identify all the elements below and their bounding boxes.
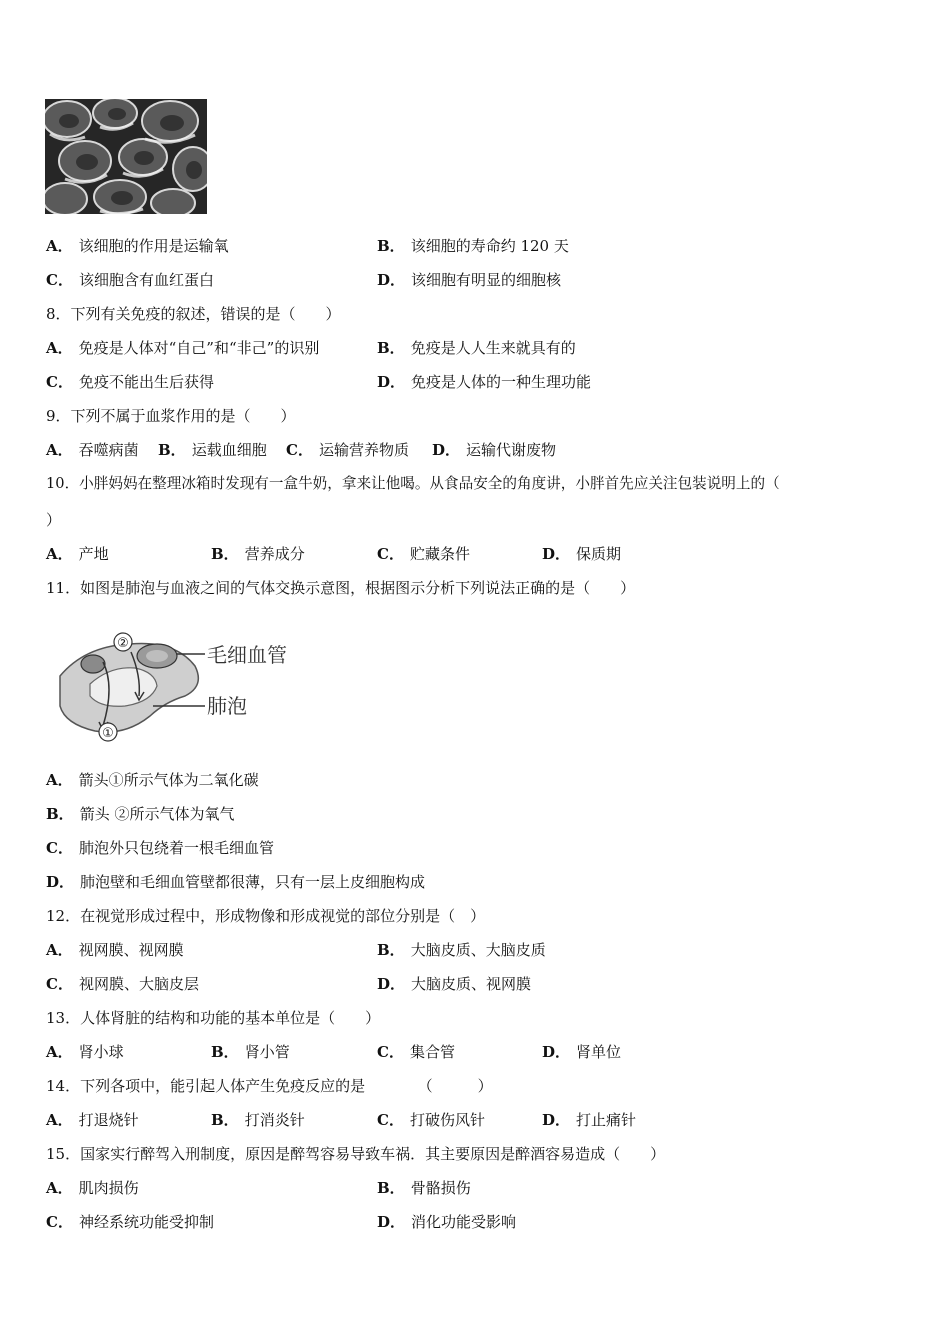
q8-option-c[interactable]: C． 免疫不能出生后获得 <box>46 373 214 391</box>
q14-option-d[interactable]: D． 打止痛针 <box>542 1111 637 1129</box>
q13-option-d[interactable]: D． 肾单位 <box>542 1043 622 1061</box>
q12-option-b[interactable]: B． 大脑皮质、大脑皮质 <box>377 941 546 959</box>
q7-option-c[interactable]: C． 该细胞含有血红蛋白 <box>46 271 214 289</box>
q12-option-c[interactable]: C． 视网膜、大脑皮层 <box>46 975 199 993</box>
q13-option-b[interactable]: B． 肾小管 <box>211 1043 290 1061</box>
q13-stem: 13．人体肾脏的结构和功能的基本单位是（ ） <box>46 1009 381 1027</box>
q14-option-b[interactable]: B． 打消炎针 <box>211 1111 305 1129</box>
q11-option-a[interactable]: A． 箭头①所示气体为二氧化碳 <box>46 771 259 789</box>
q10-option-d[interactable]: D． 保质期 <box>542 545 622 563</box>
q10-option-c[interactable]: C． 贮藏条件 <box>377 545 470 563</box>
q8-option-b[interactable]: B． 免疫是人人生来就具有的 <box>377 339 576 357</box>
q9-option-b[interactable]: B． 运载血细胞 <box>158 441 267 459</box>
q9-option-a[interactable]: A． 吞噬病菌 <box>46 441 139 459</box>
q12-option-d[interactable]: D． 大脑皮质、视网膜 <box>377 975 532 993</box>
q11-option-b[interactable]: B． 箭头 ②所示气体为氧气 <box>46 805 235 823</box>
q14-option-c[interactable]: C． 打破伤风针 <box>377 1111 485 1129</box>
q9-stem: 9．下列不属于血浆作用的是（ ） <box>46 407 296 425</box>
q14-option-a[interactable]: A． 打退烧针 <box>46 1111 139 1129</box>
marker-2: ② <box>117 636 129 651</box>
red-blood-cell-micrograph <box>45 99 207 214</box>
q13-option-c[interactable]: C． 集合管 <box>377 1043 455 1061</box>
q15-option-c[interactable]: C． 神经系统功能受抑制 <box>46 1213 214 1231</box>
marker-1: ① <box>102 726 114 741</box>
q11-option-d[interactable]: D． 肺泡壁和毛细血管壁都很薄，只有一层上皮细胞构成 <box>46 873 426 891</box>
alveolus-label: 肺泡 <box>207 694 247 718</box>
q8-option-a[interactable]: A． 免疫是人体对“自己”和“非己”的识别 <box>46 339 320 357</box>
q14-stem: 14．下列各项中，能引起人体产生免疫反应的是 （ ） <box>46 1077 493 1095</box>
q15-option-a[interactable]: A． 肌肉损伤 <box>46 1179 139 1197</box>
q7-option-d[interactable]: D． 该细胞有明显的细胞核 <box>377 271 562 289</box>
q15-option-d[interactable]: D． 消化功能受影响 <box>377 1213 517 1231</box>
alveolus-gas-exchange-diagram <box>55 626 315 748</box>
q8-stem: 8．下列有关免疫的叙述，错误的是（ ） <box>46 305 341 323</box>
q9-option-c[interactable]: C． 运输营养物质 <box>286 441 409 459</box>
q12-option-a[interactable]: A． 视网膜、视网膜 <box>46 941 184 959</box>
q11-option-c[interactable]: C． 肺泡外只包绕着一根毛细血管 <box>46 839 274 857</box>
q11-stem: 11．如图是肺泡与血液之间的气体交换示意图，根据图示分析下列说法正确的是（ ） <box>46 579 636 597</box>
q7-option-b[interactable]: B． 该细胞的寿命约 120 天 <box>377 237 569 255</box>
q10-option-b[interactable]: B． 营养成分 <box>211 545 305 563</box>
capillary-label: 毛细血管 <box>207 643 287 667</box>
q10-option-a[interactable]: A． 产地 <box>46 545 109 563</box>
q10-stem-continued: ） <box>46 511 62 529</box>
q13-option-a[interactable]: A． 肾小球 <box>46 1043 124 1061</box>
q8-option-d[interactable]: D． 免疫是人体的一种生理功能 <box>377 373 592 391</box>
q9-option-d[interactable]: D． 运输代谢废物 <box>432 441 557 459</box>
q15-option-b[interactable]: B． 骨骼损伤 <box>377 1179 471 1197</box>
q7-option-a[interactable]: A． 该细胞的作用是运输氧 <box>46 237 229 255</box>
q12-stem: 12．在视觉形成过程中，形成物像和形成视觉的部位分别是（ ） <box>46 907 486 925</box>
q15-stem: 15．国家实行醉驾入刑制度，原因是醉驾容易导致车祸．其主要原因是醉酒容易造成（ ） <box>46 1145 666 1163</box>
q10-stem: 10．小胖妈妈在整理冰箱时发现有一盒牛奶，拿来让他喝。从食品安全的角度讲，小胖首先应关注包装说明上的（ <box>46 475 780 492</box>
